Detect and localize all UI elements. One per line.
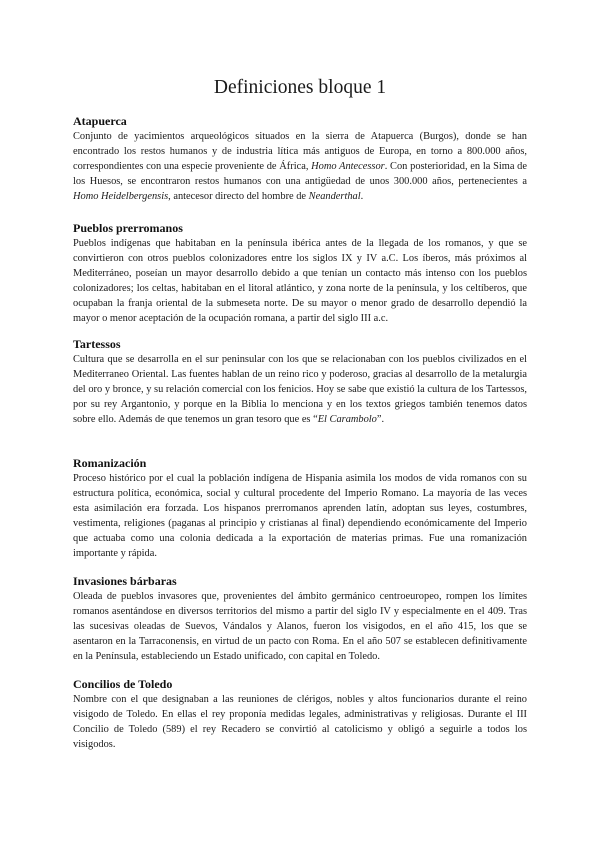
- body-text-italic: Homo Antecessor: [311, 161, 385, 173]
- section-tartessos: [73, 336, 527, 427]
- section-atapuerca: [73, 113, 527, 204]
- section-heading: Invasiones bárbaras: [73, 574, 177, 588]
- section-heading: Atapuerca: [73, 114, 127, 128]
- body-text: Pueblos indígenas que habitaban en la península ibérica antes de la llegada de los romanos, y que se convirtieron con otros pueblos colonizadores entre los siglos IX y IV a.C. Los íberos, más próximos al Mediterráneo, poseían un mayor desarrollo debido a que tenían un contacto más intenso con los pueblos colonizadores; los celtas, habitaban en el litoral atlántico, y zona norte de la península, y los celtíberos, que ocupaban la franja oriental de la submeseta norte. De su mayor o menor grado de desarrollo dependió la mayor o menor aceptación de la ocupación romana, a partir del siglo III a.c.: [73, 238, 527, 325]
- body-text: Cultura que se desarrolla en el sur peninsular con los que se relacionaban con los pueblos civilizados en el Mediterraneo Oriental. Las fuentes hablan de un reino rico y poderoso, gracias al desarrollo de la metalurgia del oro y bronce, y su relación comercial con los fenicios. Hoy se sabe que existió la cultura de los Tartessos, por su rey Argantonio, y porque en la Biblia lo menciona y en los textos griegos también tenemos datos sobre ello. Además de que tenemos un gran tesoro que es “: [73, 354, 527, 426]
- section-body: [73, 352, 527, 427]
- section-heading: Tartessos: [73, 337, 121, 351]
- body-text: , antecesor directo del hombre de: [168, 191, 309, 203]
- body-text: Oleada de pueblos invasores que, provenientes del ámbito germánico centroeuropeo, rompen los límites romanos asentándose en diversos territorios del mismo a partir del siglo IV y especialmente en el 409. Tras las sucesivas oleadas de Suevos, Vándalos y Alanos, fueron los visigodos, en el año 415, los que se asentaron en la Tarraconensis, en virtud de un pacto con Roma. En el año 507 se establecen definitivamente en la Península, estableciendo un Estado unificado, con capital en Toledo.: [73, 591, 527, 663]
- section-body: [73, 692, 527, 752]
- section-heading: Pueblos prerromanos: [73, 221, 183, 235]
- body-text: ”.: [376, 414, 385, 426]
- body-text-italic: Neanderthal: [308, 191, 361, 203]
- section-invasiones-barbaras: [73, 573, 527, 664]
- section-body: [73, 236, 527, 327]
- section-romanizacion: [73, 455, 527, 562]
- page-title: Definiciones bloque 1: [213, 77, 387, 98]
- section-body: [73, 471, 527, 562]
- body-text-italic: El Carambolo: [317, 414, 377, 426]
- body-text-italic: Homo Heidelbergensis: [73, 191, 169, 203]
- body-text: . Con posterioridad, en la Sima de los Huesos, se encontraron restos humanos con una antigüedad de unos 300.000 años, pertenecientes a: [73, 161, 527, 188]
- body-text: Proceso histórico por el cual la población indígena de Hispania asimila los modos de vida romanos con su estructura política, económica, social y cultural procedente del Imperio Romano. La mayoría de las veces esta asimilación era forzada. Los hispanos prerromanos aprenden latín, adoptan sus leyes, costumbres, vestimenta, religiones (paganas al principio y cristianas al final) dependiendo económicamente del Imperio que actuaba como una colonia dedicada a la exportación de materias primas. Fue una romanización importante y rápida.: [73, 473, 527, 560]
- section-concilios-de-toledo: [73, 676, 527, 752]
- section-body: [73, 129, 527, 204]
- section-heading: Concilios de Toledo: [73, 677, 173, 691]
- section-heading: Romanización: [73, 456, 147, 470]
- section-body: [73, 589, 527, 664]
- body-text: Nombre con el que designaban a las reuniones de clérigos, nobles y altos funcionarios durante el reino visigodo de Toledo. En ellas el rey proponía medidas legales, administrativas y religiosas. Durante el III Concilio de Toledo (589) el rey Recadero se convirtió al catolicismo y obligó a seguirle a todos los visigodos.: [73, 694, 527, 751]
- body-text: .: [360, 191, 364, 203]
- body-text: Conjunto de yacimientos arqueológicos situados en la sierra de Atapuerca (Burgos), donde se han encontrado los restos humanos y de industria lítica más antiguos de Europa, en torno a 800.000 años, correspondientes con una especie proveniente de África,: [73, 131, 527, 173]
- section-pueblos-prerromanos: [73, 220, 527, 327]
